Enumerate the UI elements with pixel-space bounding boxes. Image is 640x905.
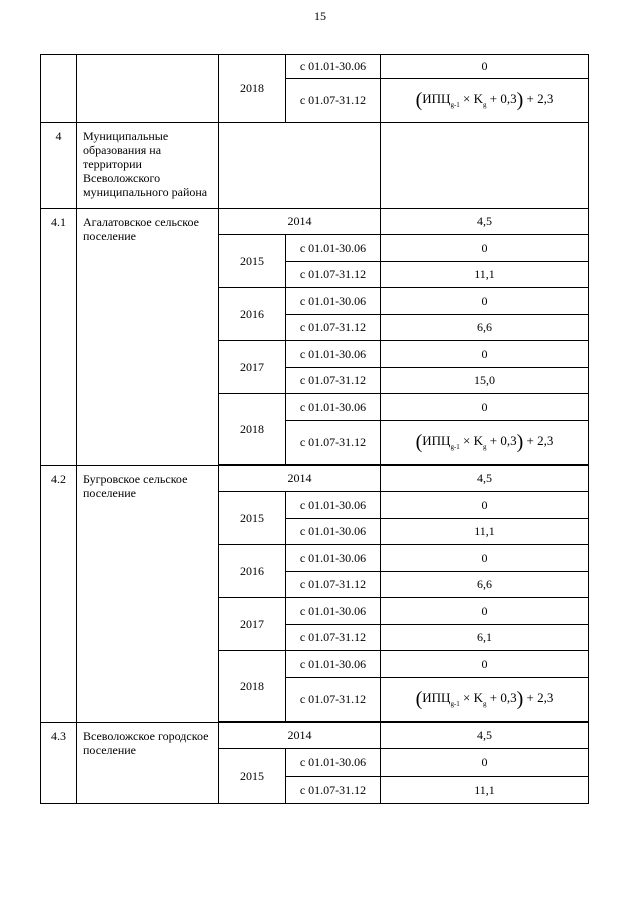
period-cell: с 01.07-31.12	[286, 777, 381, 804]
tariff-formula: $(ИПЦ_{g-1} \times K_g + 0,3) + 2,3$	[415, 89, 554, 111]
value-cell: 0	[381, 288, 589, 315]
section-number: 4.2	[41, 466, 77, 723]
period-cell: с 01.07-31.12	[286, 368, 381, 394]
formula-cell	[381, 79, 589, 123]
year-cell: 2016	[219, 545, 286, 598]
table-row	[41, 723, 589, 749]
value-cell: 0	[381, 55, 589, 79]
period-cell: с 01.01-30.06	[286, 235, 381, 262]
value-cell: 0	[381, 394, 589, 421]
period-cell: с 01.01-30.06	[286, 288, 381, 315]
tariff-formula: $(ИПЦ_{g-1} \times K_g + 0,3) + 2,3$	[415, 431, 554, 453]
year-cell: 2018	[219, 55, 286, 123]
value-cell: 11,1	[381, 262, 589, 288]
period-cell: с 01.01-30.06	[286, 519, 381, 545]
period-cell: с 01.01-30.06	[286, 341, 381, 368]
period-cell: с 01.07-31.12	[286, 572, 381, 598]
period-cell: с 01.01-30.06	[286, 749, 381, 777]
year-cell: 2017	[219, 341, 286, 394]
period-cell: с 01.01-30.06	[286, 492, 381, 519]
period-cell: с 01.07-31.12	[286, 625, 381, 651]
value-cell: 0	[381, 651, 589, 678]
period-cell: с 01.01-30.06	[286, 55, 381, 79]
value-cell: 0	[381, 341, 589, 368]
period-cell: с 01.07-31.12	[286, 262, 381, 288]
year-cell: 2017	[219, 598, 286, 651]
value-cell: 11,1	[381, 519, 589, 545]
year-cell: 2015	[219, 235, 286, 288]
period-cell: с 01.01-30.06	[286, 598, 381, 625]
empty-cell	[381, 123, 589, 209]
section-name: Бугровское сельское поселение	[77, 466, 219, 723]
table-row	[41, 55, 589, 79]
year-cell: 2015	[219, 492, 286, 545]
empty-cell	[219, 123, 381, 209]
section-number: 4.3	[41, 723, 77, 804]
page-number: 15	[314, 9, 326, 23]
table-row	[41, 123, 589, 209]
year-cell: 2014	[219, 466, 381, 492]
year-cell: 2018	[219, 394, 286, 465]
period-cell: с 01.07-31.12	[286, 421, 381, 465]
period-cell: с 01.07-31.12	[286, 79, 381, 123]
value-cell: 0	[381, 235, 589, 262]
number-cell	[41, 55, 77, 123]
year-cell: 2014	[219, 209, 381, 235]
year-cell: 2018	[219, 651, 286, 722]
period-cell: с 01.01-30.06	[286, 545, 381, 572]
value-cell: 0	[381, 598, 589, 625]
value-cell: 11,1	[381, 777, 589, 804]
formula-cell	[381, 421, 589, 465]
year-cell: 2015	[219, 749, 286, 804]
section-name: Всеволожское городское поселение	[77, 723, 219, 804]
tariff-table	[40, 54, 589, 804]
table-row	[41, 466, 589, 492]
value-cell: 0	[381, 749, 589, 777]
value-cell: 4,5	[381, 209, 589, 235]
value-cell: 4,5	[381, 723, 589, 749]
section-number: 4	[41, 123, 77, 209]
period-cell: с 01.07-31.12	[286, 315, 381, 341]
section-name: Агалатовское сельское поселение	[77, 209, 219, 466]
formula-cell	[381, 678, 589, 722]
value-cell: 0	[381, 545, 589, 572]
value-cell: 6,6	[381, 572, 589, 598]
period-cell: с 01.01-30.06	[286, 394, 381, 421]
value-cell: 4,5	[381, 466, 589, 492]
value-cell: 15,0	[381, 368, 589, 394]
year-cell: 2014	[219, 723, 381, 749]
period-cell: с 01.01-30.06	[286, 651, 381, 678]
year-cell: 2016	[219, 288, 286, 341]
section-name: Муниципальные образования на территории Всеволожского муниципального района	[77, 123, 219, 209]
period-cell: с 01.07-31.12	[286, 678, 381, 722]
table-row	[41, 209, 589, 235]
section-number: 4.1	[41, 209, 77, 466]
value-cell: 0	[381, 492, 589, 519]
name-cell	[77, 55, 219, 123]
tariff-formula: $(ИПЦ_{g-1} \times K_g + 0,3) + 2,3$	[415, 688, 554, 710]
value-cell: 6,6	[381, 315, 589, 341]
value-cell: 6,1	[381, 625, 589, 651]
